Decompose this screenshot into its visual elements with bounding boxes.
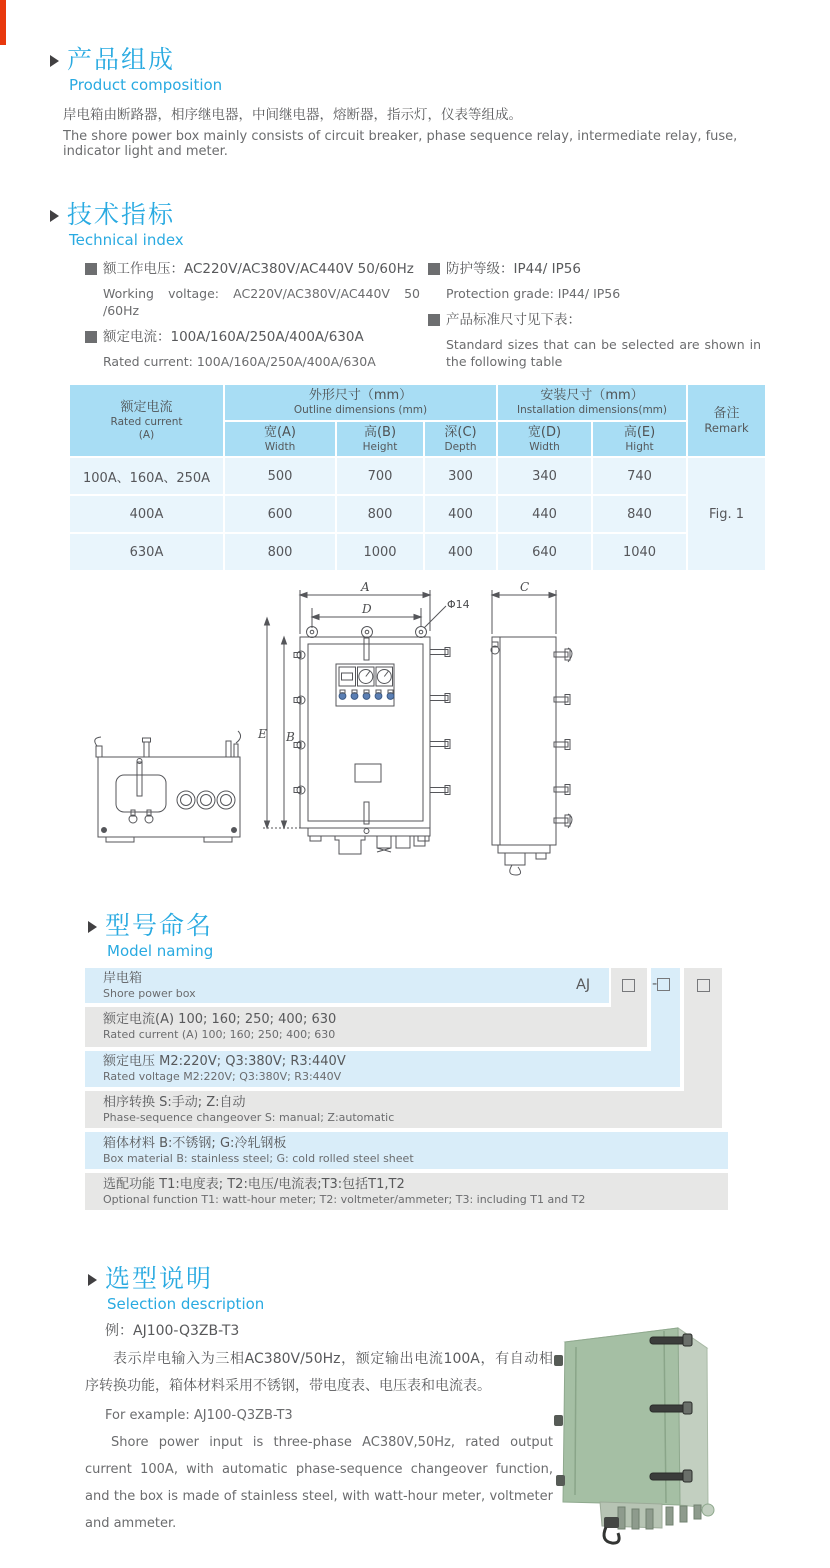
dim-label-e: E [258, 727, 267, 741]
dimensions-table-wrap [68, 383, 767, 572]
square-bullet-icon [85, 331, 97, 343]
col-group-installation: 安装尺寸（mm） Installation dimensions(mm) [497, 384, 687, 421]
row-en: Optional function T1: watt-hour meter; T2: voltmeter/ammeter; T3: including T1 and T2 [103, 1192, 586, 1206]
col-header-remark: 备注 Remark [687, 384, 766, 457]
section-title-cn: 技术指标 [67, 200, 176, 229]
model-code-box-voltage [657, 978, 670, 991]
model-row-phase-sequence [85, 1091, 722, 1128]
cell: 340 [497, 457, 592, 495]
dim-label-phi14: Φ14 [447, 598, 470, 611]
section-header-technical [50, 201, 184, 250]
technical-drawing [0, 578, 830, 888]
model-row-shore-power-box [85, 968, 609, 1003]
row-cn: 额定电流(A) 100; 160; 250; 400; 630 [103, 1012, 337, 1027]
section-arrow-icon [50, 210, 59, 222]
row-en: Rated current (A) 100; 160; 250; 400; 630 [103, 1028, 336, 1041]
row-en: Rated voltage M2:220V; Q3:380V; R3:440V [103, 1070, 342, 1083]
row-cn: 相序转换 S:手动; Z:自动 [103, 1094, 246, 1110]
section-title-en: Technical index [69, 231, 184, 249]
spec-item [428, 260, 758, 278]
row-cn: 选配功能 T1:电度表; T2:电压/电流表;T3:包括T1,T2 [103, 1176, 405, 1192]
cell: 700 [336, 457, 424, 495]
dim-label-c: C [520, 580, 530, 594]
spec-en: Standard sizes that can be selected are shown in the following table [446, 337, 761, 369]
section-title-en: Model naming [107, 942, 214, 960]
section-title-cn: 型号命名 [105, 911, 214, 940]
spec-cn: 额工作电压：AC220V/AC380V/AC440V 50/60Hz [103, 261, 414, 277]
model-row-rated-current [85, 1007, 647, 1047]
remark-cell: Fig. 1 [687, 457, 766, 571]
model-code-box-current [622, 979, 635, 992]
section-arrow-icon [88, 1274, 97, 1286]
model-row-rated-voltage [85, 1051, 680, 1087]
cell: 640 [497, 533, 592, 571]
spec-cn: 防护等级：IP44/ IP56 [446, 261, 581, 277]
sub-header-width-a: 宽(A) Width [224, 421, 336, 457]
model-code-voltage-group [652, 976, 670, 992]
col-group-outline: 外形尺寸（mm） Outline dimensions (mm) [224, 384, 497, 421]
row-cn: 额定电压 M2:220V; Q3:380V; R3:440V [103, 1054, 346, 1069]
spec-cn: 产品标准尺寸见下表： [446, 312, 581, 328]
spec-item [428, 311, 758, 329]
section-header-composition [50, 46, 222, 95]
composition-body-en: The shore power box mainly consists of circuit breaker, phase sequence relay, intermediate relay, fuse, indicator light and meter. [63, 129, 738, 159]
section-header-selection [88, 1265, 264, 1314]
square-bullet-icon [85, 263, 97, 275]
sub-header-height-b: 高(B) Height [336, 421, 424, 457]
section-arrow-icon [50, 55, 59, 67]
cell: 740 [592, 457, 687, 495]
selection-body-cn: 表示岸电输入为三相AC380V/50Hz，额定输出电流100A，有自动相序转换功能，箱体材料采用不锈钢，带电度表、电压表和电流表。 [85, 1351, 553, 1394]
spec-en: Protection grade: IP44/ IP56 [446, 286, 621, 301]
section-arrow-icon [88, 921, 97, 933]
dim-label-d: D [362, 602, 372, 616]
selection-body-en: Shore power input is three-phase AC380V,50Hz, rated output current 100A, with automatic phase-sequence changeover function, and the box is made of stainless steel, with watt-hour meter, voltmeter and ammeter. [85, 1435, 553, 1531]
selection-example-en: For example: AJ100-Q3ZB-T3 [105, 1408, 293, 1423]
table-row [69, 457, 766, 495]
model-code-prefix: AJ [576, 977, 591, 993]
composition-body-cn: 岸电箱由断路器，相序继电器，中间继电器，熔断器，指示灯，仪表等组成。 [63, 107, 522, 123]
row-en: Phase-sequence changeover S: manual; Z:automatic [103, 1110, 395, 1124]
table-row [69, 495, 766, 533]
selection-text-block [85, 1320, 553, 1537]
spec-item [85, 328, 420, 346]
spec-en: Rated current: 100A/160A/250A/400A/630A [103, 354, 376, 369]
cell: 440 [497, 495, 592, 533]
row-en: Box material B: stainless steel; G: cold rolled steel sheet [103, 1151, 414, 1165]
cell: 1040 [592, 533, 687, 571]
sub-header-width-d: 宽(D) Width [497, 421, 592, 457]
cell: 400 [424, 495, 497, 533]
spec-cn: 额定电流：100A/160A/250A/400A/630A [103, 329, 364, 345]
spec-column-left [85, 260, 420, 379]
product-photo [540, 1295, 830, 1568]
row-label: 400A [69, 495, 224, 533]
spec-item [85, 260, 420, 278]
page-corner-mark [0, 0, 6, 45]
section-title-en: Selection description [107, 1295, 265, 1313]
dimensions-table [68, 383, 767, 572]
cell: 300 [424, 457, 497, 495]
row-cn: 箱体材料 B:不锈钢; G:冷轧钢板 [103, 1135, 287, 1151]
row-en: Shore power box [103, 986, 196, 1000]
row-label: 630A [69, 533, 224, 571]
section-title-cn: 产品组成 [67, 45, 176, 74]
spec-en: Working voltage: AC220V/AC380V/AC440V 50 /60Hz [103, 286, 420, 318]
dim-label-b: B [286, 730, 295, 744]
cell: 600 [224, 495, 336, 533]
row-label: 100A、160A、250A [69, 457, 224, 495]
selection-example-cn: 例：AJ100-Q3ZB-T3 [105, 1323, 240, 1339]
model-naming-diagram [85, 968, 728, 1210]
row-cn: 岸电箱 [103, 970, 143, 986]
section-title-en: Product composition [69, 76, 223, 94]
cell: 840 [592, 495, 687, 533]
table-row [69, 533, 766, 571]
cell: 400 [424, 533, 497, 571]
col-header-rated-current: 额定电流 Rated current (A) [69, 384, 224, 457]
section-title-cn: 选型说明 [105, 1264, 214, 1293]
code-dash: - [652, 976, 658, 992]
square-bullet-icon [428, 263, 440, 275]
cell: 800 [336, 495, 424, 533]
model-row-optional-function [85, 1173, 728, 1210]
cell: 1000 [336, 533, 424, 571]
sub-header-depth-c: 深(C) Depth [424, 421, 497, 457]
sub-header-hight-e: 高(E) Hight [592, 421, 687, 457]
section-header-model-naming [88, 912, 213, 961]
cell: 500 [224, 457, 336, 495]
square-bullet-icon [428, 314, 440, 326]
model-code-box-optional [697, 979, 710, 992]
dim-label-a: A [361, 580, 370, 594]
spec-column-right [428, 260, 761, 379]
model-row-box-material [85, 1132, 728, 1169]
cell: 800 [224, 533, 336, 571]
